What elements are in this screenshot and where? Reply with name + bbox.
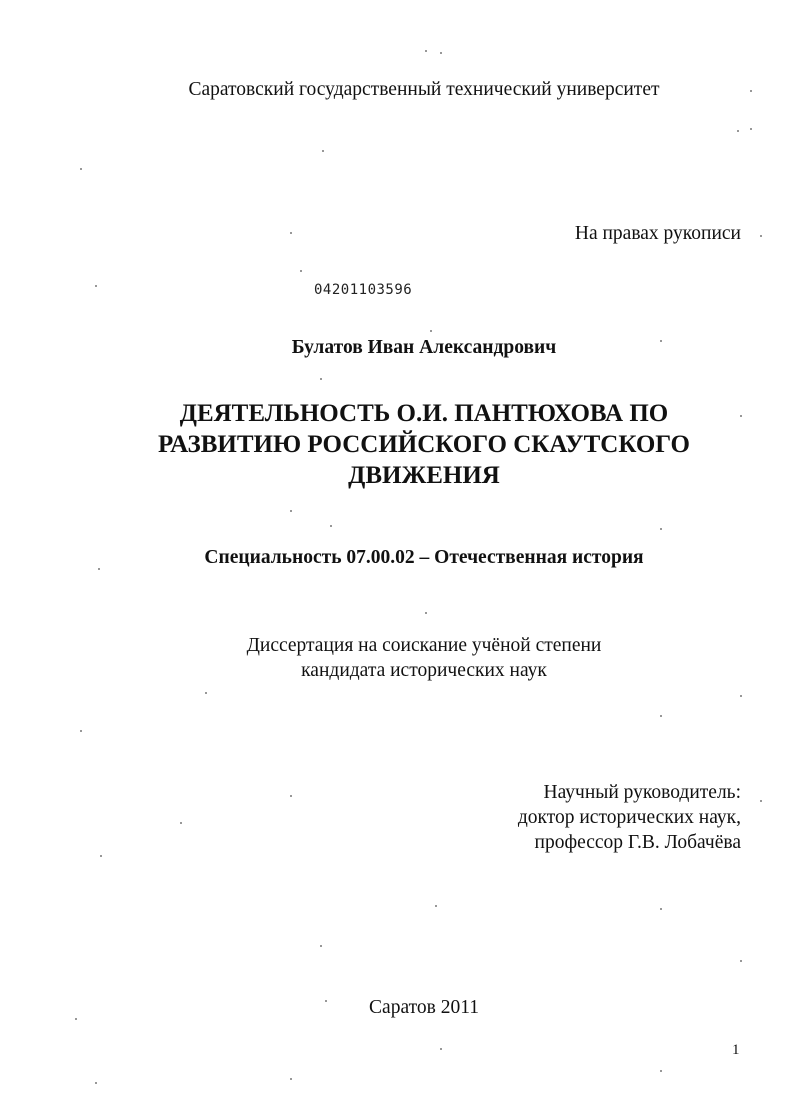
city-year: Саратов 2011 (369, 997, 479, 1018)
title-line-1: ДЕЯТЕЛЬНОСТЬ О.И. ПАНТЮХОВА ПО (179, 400, 669, 427)
title-line-2: РАЗВИТИЮ РОССИЙСКОГО СКАУТСКОГО (158, 431, 690, 458)
dissertation-degree-line-2: кандидата исторических наук (301, 660, 547, 681)
advisor-degree: доктор исторических наук, (517, 807, 741, 828)
author-name: Булатов Иван Александрович (291, 337, 557, 358)
university-name: Саратовский государственный технический университет (188, 79, 660, 100)
manuscript-rights-note: На правах рукописи (574, 223, 741, 244)
specialty: Специальность 07.00.02 – Отечественная история (204, 547, 644, 568)
page-number: 1 (732, 1042, 740, 1058)
advisor-name: профессор Г.В. Лобачёва (534, 832, 741, 853)
dissertation-degree-line-1: Диссертация на соискание учёной степени (246, 635, 602, 656)
dissertation-title (100, 398, 748, 491)
title-line-3: ДВИЖЕНИЯ (348, 462, 500, 489)
advisor-label: Научный руководитель: (543, 782, 741, 803)
registration-number: 04201103596 (314, 282, 413, 298)
scientific-advisor (518, 780, 741, 855)
